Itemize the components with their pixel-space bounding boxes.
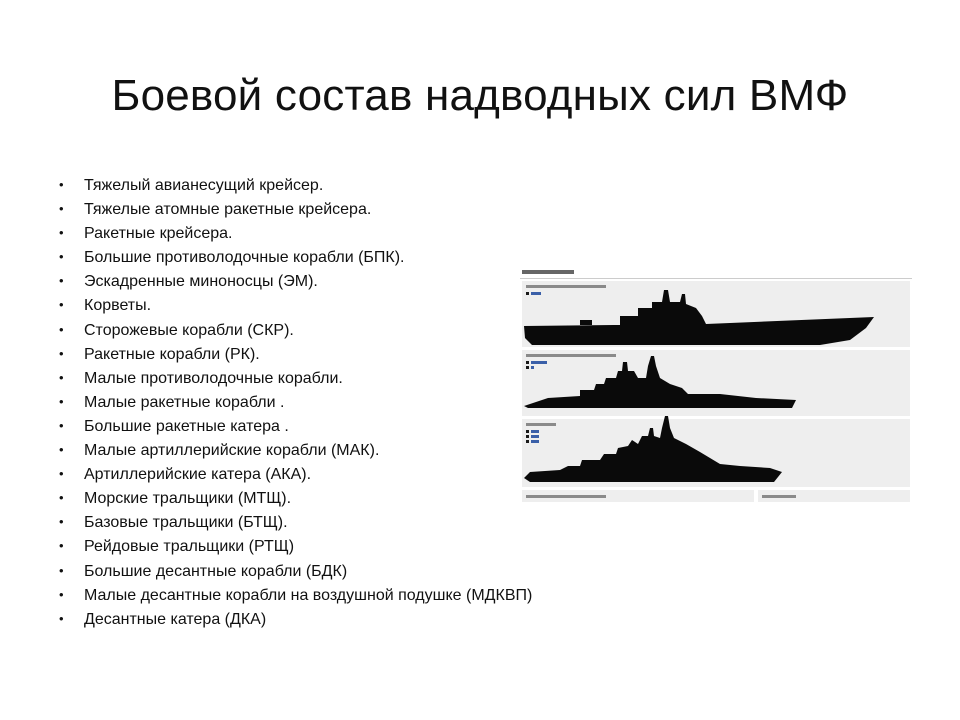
list-item <box>56 511 676 535</box>
bottom-caption-left <box>526 495 606 498</box>
ship-panel-caption <box>526 354 616 357</box>
bullet-marker: • <box>59 249 64 265</box>
list-item-text: Тяжелый авианесущий крейсер. <box>84 177 324 194</box>
list-item-text: Малые десантные корабли на воздушной подушке (МДКВП) <box>84 586 533 604</box>
bullet-marker: • <box>59 562 64 578</box>
bullet-marker: • <box>59 490 64 506</box>
list-item-text: Большие ракетные катера . <box>84 417 289 435</box>
list-item-text: Морские тральщики (МТЩ). <box>84 490 292 508</box>
bullet-marker: • <box>59 225 64 241</box>
bullet-marker: • <box>59 417 64 433</box>
bottom-caption-right <box>762 495 796 498</box>
legend-swatch <box>526 292 529 295</box>
list-item <box>56 560 676 584</box>
bullet-marker: • <box>59 586 64 602</box>
bullet-marker: • <box>59 369 64 385</box>
list-item-text: Тяжелые атомные ракетные крейсера. <box>84 201 372 219</box>
bullet-marker: • <box>59 393 64 409</box>
ship-panel-caption <box>526 285 606 288</box>
legend-swatch <box>526 435 529 438</box>
slide-title: Боевой состав надводных сил ВМФ <box>111 71 849 120</box>
infographic-header-caption <box>522 270 574 274</box>
legend-swatch <box>526 366 529 369</box>
list-item-text: Малые ракетные корабли . <box>84 393 285 411</box>
legend-swatch <box>531 430 539 433</box>
legend-swatch <box>526 440 529 443</box>
legend-swatch <box>531 440 539 443</box>
list-item <box>56 174 676 198</box>
bullet-marker: • <box>59 514 64 530</box>
list-item-text: Большие десантные корабли (БДК) <box>84 562 348 580</box>
list-item-text: Рейдовые тральщики (РТЩ) <box>84 538 295 556</box>
list-item-text: Эскадренные миноносцы (ЭМ). <box>84 273 318 291</box>
bullet-marker: • <box>59 345 64 361</box>
legend-swatch <box>526 430 529 433</box>
bullet-marker: • <box>59 610 64 626</box>
list-item-text: Сторожевые корабли (СКР). <box>84 321 294 339</box>
legend-swatch <box>531 361 547 364</box>
list-item-text: Артиллерийские катера (АКА). <box>84 466 312 484</box>
legend-swatch <box>526 361 529 364</box>
list-item-text: Малые артиллерийские корабли (МАК). <box>84 442 380 460</box>
bullet-marker: • <box>59 177 64 192</box>
list-item <box>56 222 676 246</box>
list-item <box>56 198 676 222</box>
ship-silhouettes-infographic <box>520 268 912 506</box>
bullet-marker: • <box>59 201 64 217</box>
bullet-marker: • <box>59 273 64 289</box>
list-item <box>56 535 676 559</box>
list-item-text: Корветы. <box>84 297 152 315</box>
list-item-text: Малые противолодочные корабли. <box>84 369 343 387</box>
ship-panel-caption <box>526 423 556 426</box>
list-item <box>56 584 676 608</box>
bullet-marker: • <box>59 321 64 337</box>
list-item-text: Ракетные крейсера. <box>84 225 233 243</box>
bullet-marker: • <box>59 466 64 482</box>
infographic-header-rule <box>520 278 912 279</box>
list-item-text: Большие противолодочные корабли (БПК). <box>84 249 405 267</box>
list-item <box>56 608 676 632</box>
list-item-text: Ракетные корабли (РК). <box>84 345 260 363</box>
list-item-text: Десантные катера (ДКА) <box>84 610 267 628</box>
list-item <box>56 246 676 270</box>
legend-swatch <box>531 366 534 369</box>
bullet-marker: • <box>59 297 64 313</box>
legend-swatch <box>531 292 541 295</box>
list-item-text: Базовые тральщики (БТЩ). <box>84 514 288 532</box>
legend-swatch <box>531 435 539 438</box>
bullet-marker: • <box>59 538 64 554</box>
bullet-marker: • <box>59 442 64 458</box>
